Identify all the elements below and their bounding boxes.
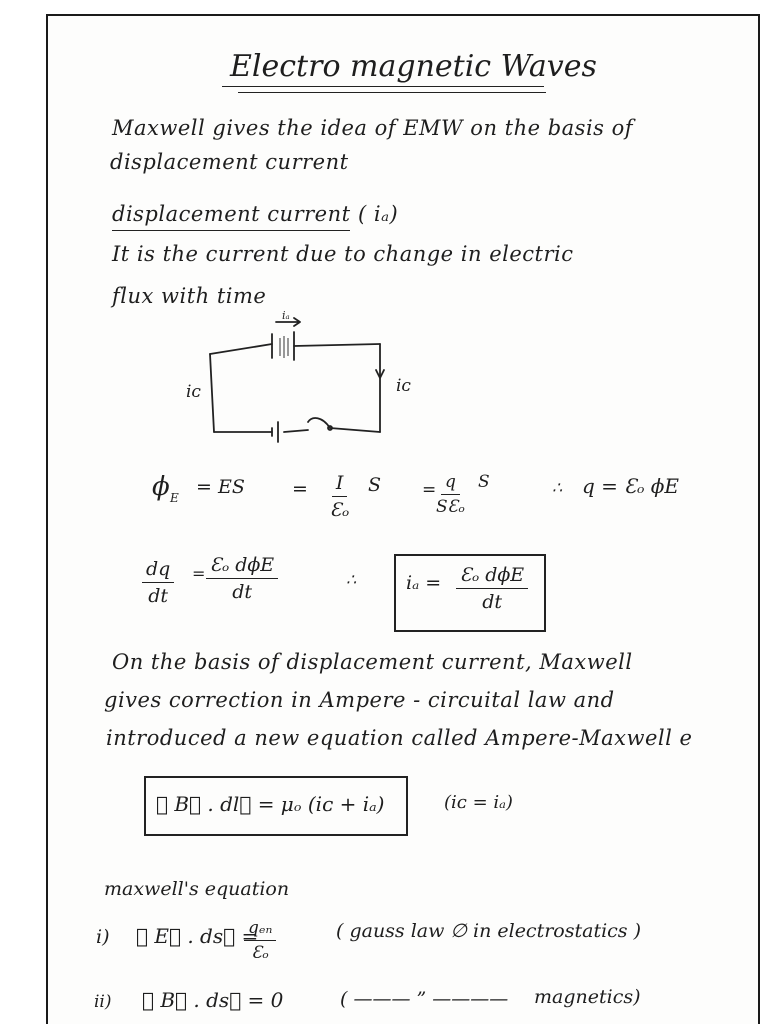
dq-dt-rhs-fraction <box>206 556 278 602</box>
dq-dt-num: dq <box>142 560 174 583</box>
section-heading-term: displacement current <box>112 202 351 226</box>
maxwell-eq2-index: ii) <box>94 992 112 1012</box>
boxed-fraction <box>456 566 528 612</box>
flux-eq-es: = ES <box>196 476 245 498</box>
maxwell-eq2-lhs: ∮ B⃗ . ds⃗ = 0 <box>142 988 284 1012</box>
flux-eq-2: = <box>292 478 308 500</box>
maxwell-eq1-lhs: ∮ E⃗ . ds⃗ = <box>136 924 259 948</box>
flux-symbol: ϕ <box>152 472 170 502</box>
flux-eq-3: = <box>422 480 437 500</box>
maxwell-eq2-note-word: magnetics) <box>534 986 641 1008</box>
dq-therefore: ∴ <box>346 570 357 589</box>
dq-dt-rhs-den: dt <box>232 581 252 603</box>
ampere-maxwell-note: (iᴄ = iₐ) <box>444 792 513 813</box>
intro-line-1: Maxwell gives the idea of EMW on the basis of <box>112 116 634 140</box>
title-underline-second <box>238 92 546 93</box>
flux-fraction-2-num: q <box>441 474 460 495</box>
capacitor-circuit-diagram <box>180 308 410 448</box>
definition-line-1: It is the current due to change in electric <box>112 242 574 266</box>
section-heading-symbol: ( iₐ) <box>358 202 399 226</box>
circuit-label-left: iᴄ <box>186 382 201 402</box>
maxwell-eq1-index: i) <box>96 926 110 948</box>
flux-fraction-1-tail: S <box>368 474 382 496</box>
dq-dt-rhs-num: Ɛₒ dϕE <box>206 556 278 579</box>
flux-fraction-2 <box>436 474 465 516</box>
maxwell-eq1-fraction <box>244 920 276 962</box>
paragraph2-line-1: On the basis of displacement current, Maxwell <box>112 650 633 674</box>
paragraph2-line-2: gives correction in Ampere - circuital law and <box>104 688 615 712</box>
circuit-label-displacement: iₐ <box>282 309 290 322</box>
flux-fraction-2-tail: S <box>478 472 490 492</box>
definition-line-2: flux with time <box>112 284 267 308</box>
flux-fraction-1-den: Ɛₒ <box>330 499 350 521</box>
page-title: Electro magnetic Waves <box>230 49 597 84</box>
boxed-den: dt <box>482 591 502 613</box>
flux-result: q = Ɛₒ ϕE <box>582 474 680 498</box>
flux-subscript: E <box>170 491 179 505</box>
paragraph2-line-3: introduced a new equation called Ampere-Maxwell e <box>106 726 693 750</box>
maxwell-eq1-num: qₑₙ <box>244 920 276 941</box>
dq-dt-fraction <box>142 560 174 606</box>
section-heading-underline <box>112 230 350 231</box>
maxwell-eq1-den: Ɛₒ <box>251 943 269 963</box>
boxed-lhs: iₐ = <box>406 572 442 594</box>
maxwell-eq1-note: ( gauss law ∅ in electrostatics ) <box>336 920 642 942</box>
dq-dt-den: dt <box>148 585 169 607</box>
flux-fraction-2-den: SƐₒ <box>436 497 465 517</box>
maxwell-equations-heading: maxwell's equation <box>104 878 290 900</box>
flux-fraction-1 <box>330 474 349 520</box>
flux-fraction-1-num: I <box>332 474 348 497</box>
intro-line-2: displacement current <box>110 150 349 174</box>
boxed-num: Ɛₒ dϕE <box>456 566 528 589</box>
title-underline <box>222 86 544 87</box>
maxwell-eq2-note: ( ——— ” ———— <box>340 988 509 1010</box>
ampere-maxwell-equation: ∮ B⃗ . dl⃗ = μₒ (iᴄ + iₐ) <box>156 792 385 816</box>
dq-dt-equals: = <box>192 564 206 583</box>
flux-therefore: ∴ <box>552 478 563 497</box>
circuit-label-right: iᴄ <box>396 376 411 396</box>
